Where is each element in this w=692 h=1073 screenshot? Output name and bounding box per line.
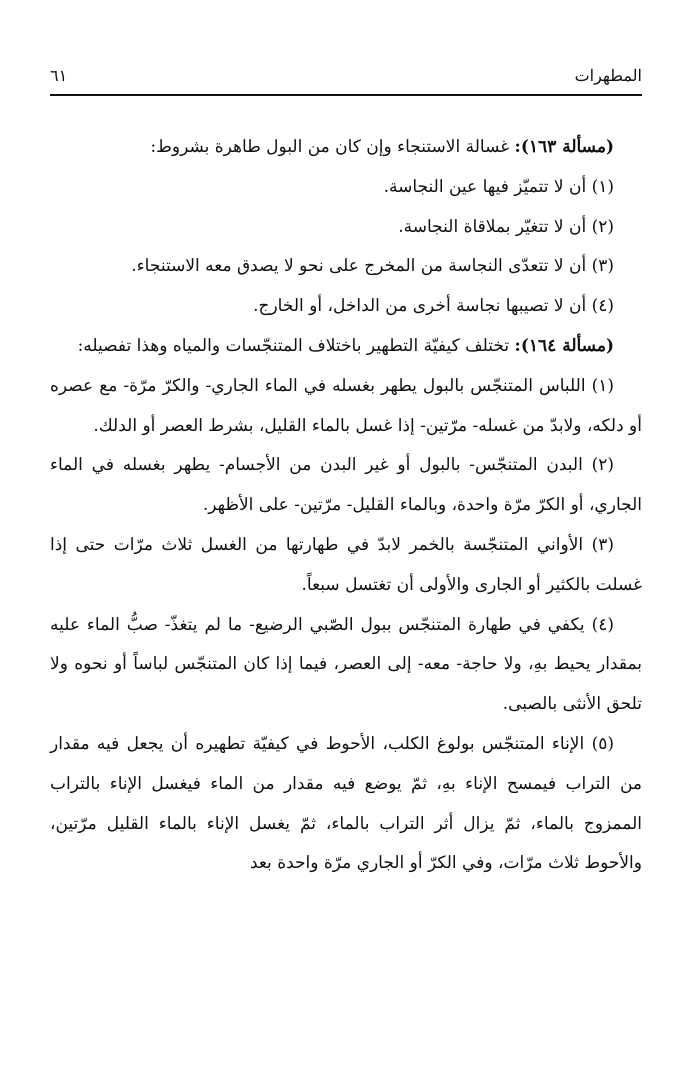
- paragraph-text: غسالة الاستنجاء وإن كان من البول طاهرة بشروط:: [150, 137, 515, 157]
- header-rule: [50, 94, 642, 96]
- paragraph-text: تختلف كيفيّة التطهير باختلاف المتنجّسات والمياه وهذا تفصيله:: [77, 335, 515, 356]
- paragraph-text: (١) اللباس المتنجّس بالبول يطهر بغسله في الماء الجاري- والكرّ مرّة- مع عصره أو دلكه، ولابدّ من غسله- مرّتين- إذا غسل بالماء القليل، بشرط العصر أو الدلك.: [50, 375, 642, 436]
- list-item: [50, 725, 642, 884]
- page-header: [50, 58, 642, 94]
- list-item: [50, 446, 642, 526]
- list-item: [50, 367, 642, 447]
- page-number: ٦١: [50, 66, 68, 85]
- paragraph-text: (٣) الأواني المتنجّسة بالخمر لابدّ في طهارتها من الغسل ثلاث مرّات حتى إذا غسلت بالكثير أو الجارى والأولى أن تغتسل سبعاً.: [50, 534, 642, 595]
- paragraph-text: (٥) الإناء المتنجّس بولوغ الكلب، الأحوط في كيفيّة تطهيره أن يجعل فيه مقدار من التراب فيمسح الإناء بهِ، ثمّ يوضع فيه مقدار من الماء فيغسل الإناء بالتراب الممزوج بالماء، ثمّ يزال أثر التراب بالماء، ثمّ يغسل الإناء بالماء القليل مرّتين، والأحوط ثلاث مرّات، وفي الكرّ أو الجاري مرّة واحدة بعد: [50, 733, 642, 874]
- list-item: [50, 168, 642, 208]
- list-item: [50, 606, 642, 725]
- paragraph-text: (٤) يكفي في طهارة المتنجّس ببول الصّبي الرضيع- ما لم يتغذّ- صبُّ الماء عليه بمقدار يحيط بهِ، ولا حاجة- معه- إلى العصر، فيما إذا كان المتنجّس لباساً أو نحوه ولا تلحق الأنثى بالصبى.: [50, 614, 642, 715]
- paragraph-text: (٢) البدن المتنجّس- بالبول أو غير البدن من الأجسام- يطهر بغسله في الماء الجاري، أو الكرّ مرّة واحدة، وبالماء القليل- مرّتين- على الأظهر.: [50, 455, 642, 516]
- paragraph-masala-163: [50, 128, 642, 168]
- masala-heading: (مسألة ١٦٤):: [514, 335, 614, 356]
- paragraph-text: (١) أن لا تتميّز فيها عين النجاسة.: [383, 176, 614, 197]
- paragraph-text: (٢) أن لا تتغيّر بملاقاة النجاسة.: [398, 216, 614, 237]
- paragraph-masala-164: [50, 327, 642, 367]
- masala-heading: (مسألة ١٦٣):: [514, 137, 614, 157]
- list-item: [50, 287, 642, 327]
- list-item: [50, 526, 642, 606]
- list-item: [50, 208, 642, 248]
- paragraph-text: (٤) أن لا تصيبها نجاسة أخرى من الداخل، أو الخارج.: [253, 296, 614, 317]
- page-body: [50, 128, 642, 884]
- section-title: المطهرات: [574, 66, 642, 85]
- paragraph-text: (٣) أن لا تتعدّى النجاسة من المخرج على نحو لا يصدق معه الاستنجاء.: [131, 256, 614, 277]
- list-item: [50, 247, 642, 287]
